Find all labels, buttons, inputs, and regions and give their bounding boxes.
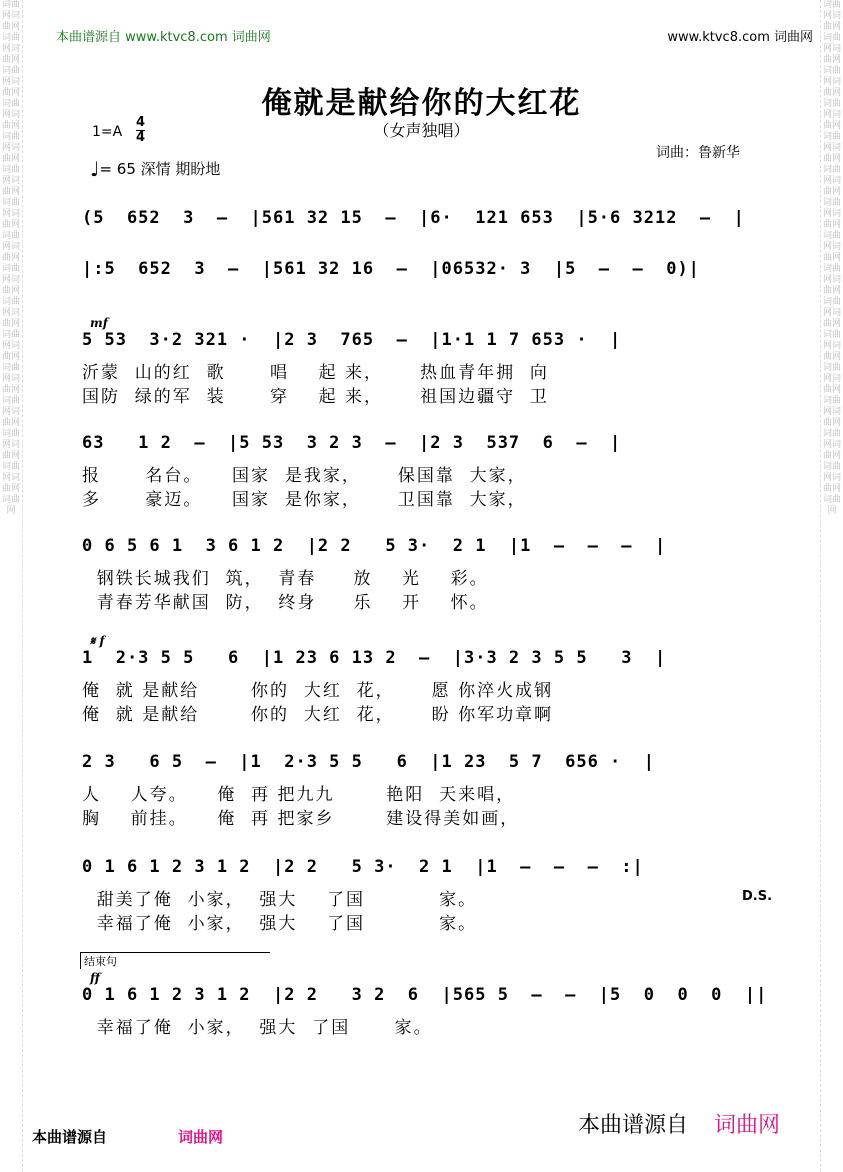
lyric-verse-1: 幸福了俺 小家， 强大 了国 家。 bbox=[82, 1018, 433, 1038]
notation-row: 5 53 3·2 321 · |2 3 765 – |1·1 1 7 653 · | bbox=[82, 330, 622, 350]
footer-site-label-large[interactable]: 词曲网 bbox=[714, 1113, 781, 1138]
footer-site-label[interactable]: 词曲网 bbox=[178, 1128, 224, 1146]
notation-row: 0 1 6 1 2 3 1 2 |2 2 5 3· 2 1 |1 – – – :| bbox=[82, 857, 644, 877]
coda-label: 结束句 bbox=[80, 952, 270, 969]
notation-row: 63 1 2 – |5 53 3 2 3 – |2 3 537 6 – | bbox=[82, 433, 622, 453]
watermark-strip-right: 词曲网词曲网词曲网词曲网词曲网词曲网词曲网词曲网词曲网词曲网词曲网词曲网词曲网词曲网词曲网词曲网词曲网词曲网词曲网词曲网词曲网词曲网词曲网词曲网词曲网词曲网词曲网词曲网词曲网词曲网词曲网 bbox=[820, 0, 843, 1172]
dynamic-marking: mf bbox=[90, 316, 108, 330]
dal-segno-marking: D.S. bbox=[742, 889, 773, 904]
lyric-verse-1: 俺 就 是献给 你的 大红 花， 愿 你淬火成钢 bbox=[82, 681, 554, 701]
score-line bbox=[82, 752, 762, 829]
lyric-verse-2: 俺 就 是献给 你的 大红 花， 盼 你军功章啊 bbox=[82, 705, 554, 725]
lyric-verse-2: 胸 前挂。 俺 再 把家乡 建设得美如画， bbox=[82, 809, 520, 829]
key-signature: 1=A bbox=[92, 124, 123, 140]
dynamic-marking: 𝄋 f bbox=[90, 634, 105, 648]
header-site-link[interactable]: www.ktvc8.com 词曲网 bbox=[667, 30, 813, 45]
footer-source-label-large: 本曲谱源自 bbox=[578, 1113, 689, 1138]
watermark-strip-left: 词曲网词曲网词曲网词曲网词曲网词曲网词曲网词曲网词曲网词曲网词曲网词曲网词曲网词曲网词曲网词曲网词曲网词曲网词曲网词曲网词曲网词曲网词曲网词曲网词曲网词曲网词曲网词曲网词曲网词曲网词曲网 bbox=[0, 0, 23, 1172]
lyric-verse-1: 人 人夸。 俺 再 把九九 艳阳 天来唱， bbox=[82, 785, 516, 805]
lyric-verse-1: 沂蒙 山的红 歌 唱 起 来， 热血青年拥 向 bbox=[82, 363, 549, 383]
lyric-verse-2: 青春芳华献国 防， 终身 乐 开 怀。 bbox=[82, 593, 489, 613]
time-signature bbox=[136, 116, 145, 145]
notation-row: 0 1 6 1 2 3 1 2 |2 2 3 2 6 |565 5 – – |5 0 0 0 || bbox=[82, 985, 768, 1005]
notation-row: |:5 652 3 – |561 32 16 – |06532· 3 |5 – – 0)| bbox=[82, 259, 700, 279]
score-line bbox=[82, 971, 768, 1038]
score-line bbox=[82, 316, 762, 407]
score-line bbox=[82, 208, 762, 238]
tempo-marking bbox=[90, 157, 220, 181]
composer-credit: 词曲：鲁新华 bbox=[656, 145, 740, 161]
score-line bbox=[82, 634, 762, 725]
score-line bbox=[82, 259, 762, 289]
lyric-verse-1: 甜美了俺 小家， 强大 了国 家。 bbox=[82, 890, 478, 910]
tempo-text: = 65 深情 期盼地 bbox=[99, 160, 221, 178]
header-source-note[interactable]: 本曲谱源自 www.ktvc8.com 词曲网 bbox=[56, 30, 271, 45]
song-subtitle: （女声独唱） bbox=[373, 121, 470, 140]
lyric-verse-1: 报 名台。 国家 是我家， 保国靠 大家， bbox=[82, 466, 527, 486]
score-line bbox=[82, 857, 773, 934]
dynamic-marking: ff bbox=[90, 971, 100, 985]
quarter-note-icon: ♩ bbox=[90, 157, 100, 181]
score-line bbox=[82, 536, 762, 613]
notation-row: 1 2·3 5 5 6 |1 23 6 13 2 – |3·3 2 3 5 5 3 | bbox=[82, 648, 667, 668]
lyric-verse-2: 国防 绿的军 装 穿 起 来， 祖国边疆守 卫 bbox=[82, 387, 549, 407]
score-line bbox=[82, 433, 762, 510]
footer-source-label: 本曲谱源自 bbox=[32, 1128, 108, 1146]
time-sig-top: 4 bbox=[136, 115, 146, 130]
time-sig-bottom: 4 bbox=[136, 130, 146, 145]
song-title: 俺就是献给你的大红花 bbox=[261, 86, 582, 121]
lyric-verse-1: 钢铁长城我们 筑， 青春 放 光 彩。 bbox=[82, 569, 489, 589]
notation-row: (5 652 3 – |561 32 15 – |6· 121 653 |5·6 3212 – | bbox=[82, 208, 745, 228]
lyric-verse-2: 幸福了俺 小家， 强大 了国 家。 bbox=[82, 914, 478, 934]
lyric-verse-2: 多 豪迈。 国家 是你家， 卫国靠 大家， bbox=[82, 490, 527, 510]
notation-row: 2 3 6 5 – |1 2·3 5 5 6 |1 23 5 7 656 · | bbox=[82, 752, 655, 772]
notation-row: 0 6 5 6 1 3 6 1 2 |2 2 5 3· 2 1 |1 – – – | bbox=[82, 536, 667, 556]
